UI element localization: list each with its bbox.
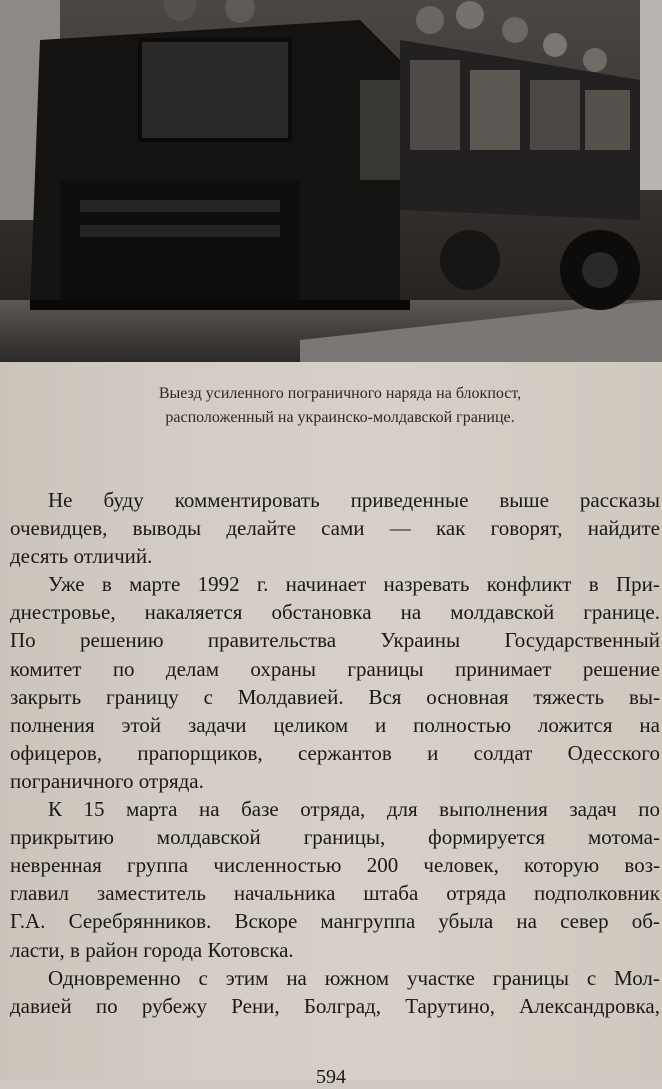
word: найдите: [587, 516, 660, 541]
word: полнения: [10, 712, 95, 737]
word: формируется: [428, 825, 546, 850]
word: 1992: [197, 572, 240, 597]
text-line: [10, 964, 660, 992]
word: в: [588, 572, 599, 597]
word: Рени,: [231, 993, 280, 1018]
word: с: [203, 684, 213, 709]
word: приведенные: [350, 488, 469, 512]
word: по: [638, 797, 660, 822]
word: накаляется: [144, 600, 243, 625]
word: 15: [83, 797, 105, 822]
word: выше: [499, 488, 549, 512]
word: по: [95, 993, 118, 1018]
word: —: [389, 516, 411, 541]
word: закрыть: [10, 684, 82, 709]
word: и: [427, 740, 439, 765]
word: тяжесть: [533, 684, 605, 709]
word: отряда,: [300, 797, 366, 822]
word: сержантов: [297, 740, 392, 765]
word: группа: [126, 853, 189, 878]
word: К: [48, 797, 63, 822]
word: рассказы: [579, 488, 660, 512]
word: вы-: [628, 684, 660, 709]
text-line: пограничного отряда.: [10, 768, 204, 793]
word: молдавской: [450, 600, 555, 625]
text-line: ласти, в район города Котовска.: [10, 937, 294, 962]
word: солдат: [473, 740, 533, 765]
word: как: [435, 516, 466, 541]
word: границы: [492, 965, 569, 990]
word: полностью: [413, 712, 512, 737]
caption-line: Выезд усиленного пограничного наряда на блокпост,: [158, 385, 522, 402]
text-line: [10, 907, 660, 935]
word: базе: [241, 797, 279, 822]
word: которую: [524, 853, 600, 878]
word: молдавской: [156, 825, 261, 850]
word: на: [639, 712, 660, 737]
word: границе.: [583, 600, 660, 625]
word: штаба: [363, 881, 419, 906]
word: ложится: [537, 712, 613, 737]
word: воз-: [624, 853, 660, 878]
truck-photo: [0, 0, 662, 362]
word: для: [386, 797, 418, 822]
word: обстановка: [271, 600, 372, 625]
word: Болград,: [303, 993, 381, 1018]
word: Серебрянников.: [68, 909, 212, 934]
word: Одновременно: [48, 965, 181, 990]
page-number: 594: [316, 1066, 346, 1088]
word: задачи: [187, 712, 247, 737]
word: По: [10, 628, 36, 653]
text-line: [10, 626, 660, 654]
text-line: [10, 683, 660, 711]
word: принимает: [455, 656, 552, 681]
word: Вся: [368, 684, 402, 709]
word: Одесского: [567, 740, 660, 765]
word: днестровье,: [10, 600, 116, 625]
text-line: [10, 851, 660, 879]
word: подполковник: [533, 881, 660, 906]
word: основная: [426, 684, 509, 709]
word: назревать: [383, 572, 470, 597]
word: границы: [347, 656, 424, 681]
word: 200: [366, 853, 399, 878]
caption-line: расположенный на украинско-молдавской границе.: [165, 409, 515, 426]
word: При-: [616, 572, 660, 597]
word: Украины: [380, 628, 461, 653]
word: делам: [165, 656, 220, 681]
word: правительства: [207, 628, 337, 653]
word: комментировать: [174, 488, 320, 512]
word: мотома-: [587, 825, 660, 850]
word: по: [112, 656, 135, 681]
text-line: [10, 598, 660, 626]
text-line: [10, 655, 660, 683]
word: Не: [48, 488, 73, 512]
word: главил: [10, 881, 69, 906]
word: комитет: [10, 656, 82, 681]
word: прикрытию: [10, 825, 114, 850]
word: Г.А.: [10, 909, 46, 934]
word: выполнения: [439, 797, 548, 822]
word: Молдавией.: [237, 684, 344, 709]
word: заместитель: [96, 881, 206, 906]
word: север: [560, 909, 609, 934]
word: очевидцев,: [10, 516, 108, 541]
body-text: [10, 486, 660, 1020]
text-line: [10, 514, 660, 542]
text-line: [10, 739, 660, 767]
text-line: [10, 879, 660, 907]
word: целиком: [273, 712, 349, 737]
word: задач: [569, 797, 617, 822]
word: прапорщиков,: [137, 740, 263, 765]
truck-photo-drawing: [0, 0, 662, 362]
word: марте: [129, 572, 181, 597]
word: начальника: [233, 881, 336, 906]
word: этой: [121, 712, 162, 737]
word: Уже: [48, 572, 85, 597]
text-line: [10, 823, 660, 851]
word: Вскоре: [234, 909, 298, 934]
word: границы,: [303, 825, 386, 850]
photo-caption: [60, 382, 620, 430]
word: в: [101, 572, 112, 597]
word: Александровка,: [519, 993, 660, 1018]
word: выводы: [132, 516, 202, 541]
word: человек,: [423, 853, 499, 878]
word: отряда: [446, 881, 507, 906]
word: Мол-: [614, 965, 660, 990]
word: офицеров,: [10, 740, 103, 765]
word: марта: [126, 797, 178, 822]
word: с: [586, 965, 597, 990]
word: с: [198, 965, 208, 990]
word: границу: [106, 684, 179, 709]
text-line: [10, 711, 660, 739]
word: на: [400, 600, 422, 625]
word: мангруппа: [320, 909, 416, 934]
text-line: [10, 795, 660, 823]
text-line: [10, 486, 660, 514]
word: буду: [103, 488, 144, 512]
word: убыла: [438, 909, 494, 934]
word: делайте: [226, 516, 296, 541]
word: Государственный: [504, 628, 660, 653]
word: Тарутино,: [405, 993, 495, 1018]
word: этим: [225, 965, 269, 990]
word: на: [286, 965, 307, 990]
word: на: [199, 797, 220, 822]
word: начинает: [285, 572, 367, 597]
word: невренная: [10, 853, 102, 878]
word: говорят,: [490, 516, 563, 541]
word: конфликт: [486, 572, 572, 597]
text-line: [10, 570, 660, 598]
text-line: десять отличий.: [10, 544, 153, 569]
word: решению: [80, 628, 164, 653]
text-line: [10, 992, 660, 1020]
word: решение: [582, 656, 660, 681]
word: численностью: [213, 853, 342, 878]
word: об-: [631, 909, 660, 934]
word: г.: [256, 572, 269, 597]
word: сами: [321, 516, 365, 541]
word: участке: [406, 965, 475, 990]
word: южном: [324, 965, 390, 990]
word: охраны: [250, 656, 317, 681]
word: давией: [10, 993, 72, 1018]
word: на: [516, 909, 537, 934]
word: рубежу: [141, 993, 208, 1018]
word: и: [375, 712, 387, 737]
